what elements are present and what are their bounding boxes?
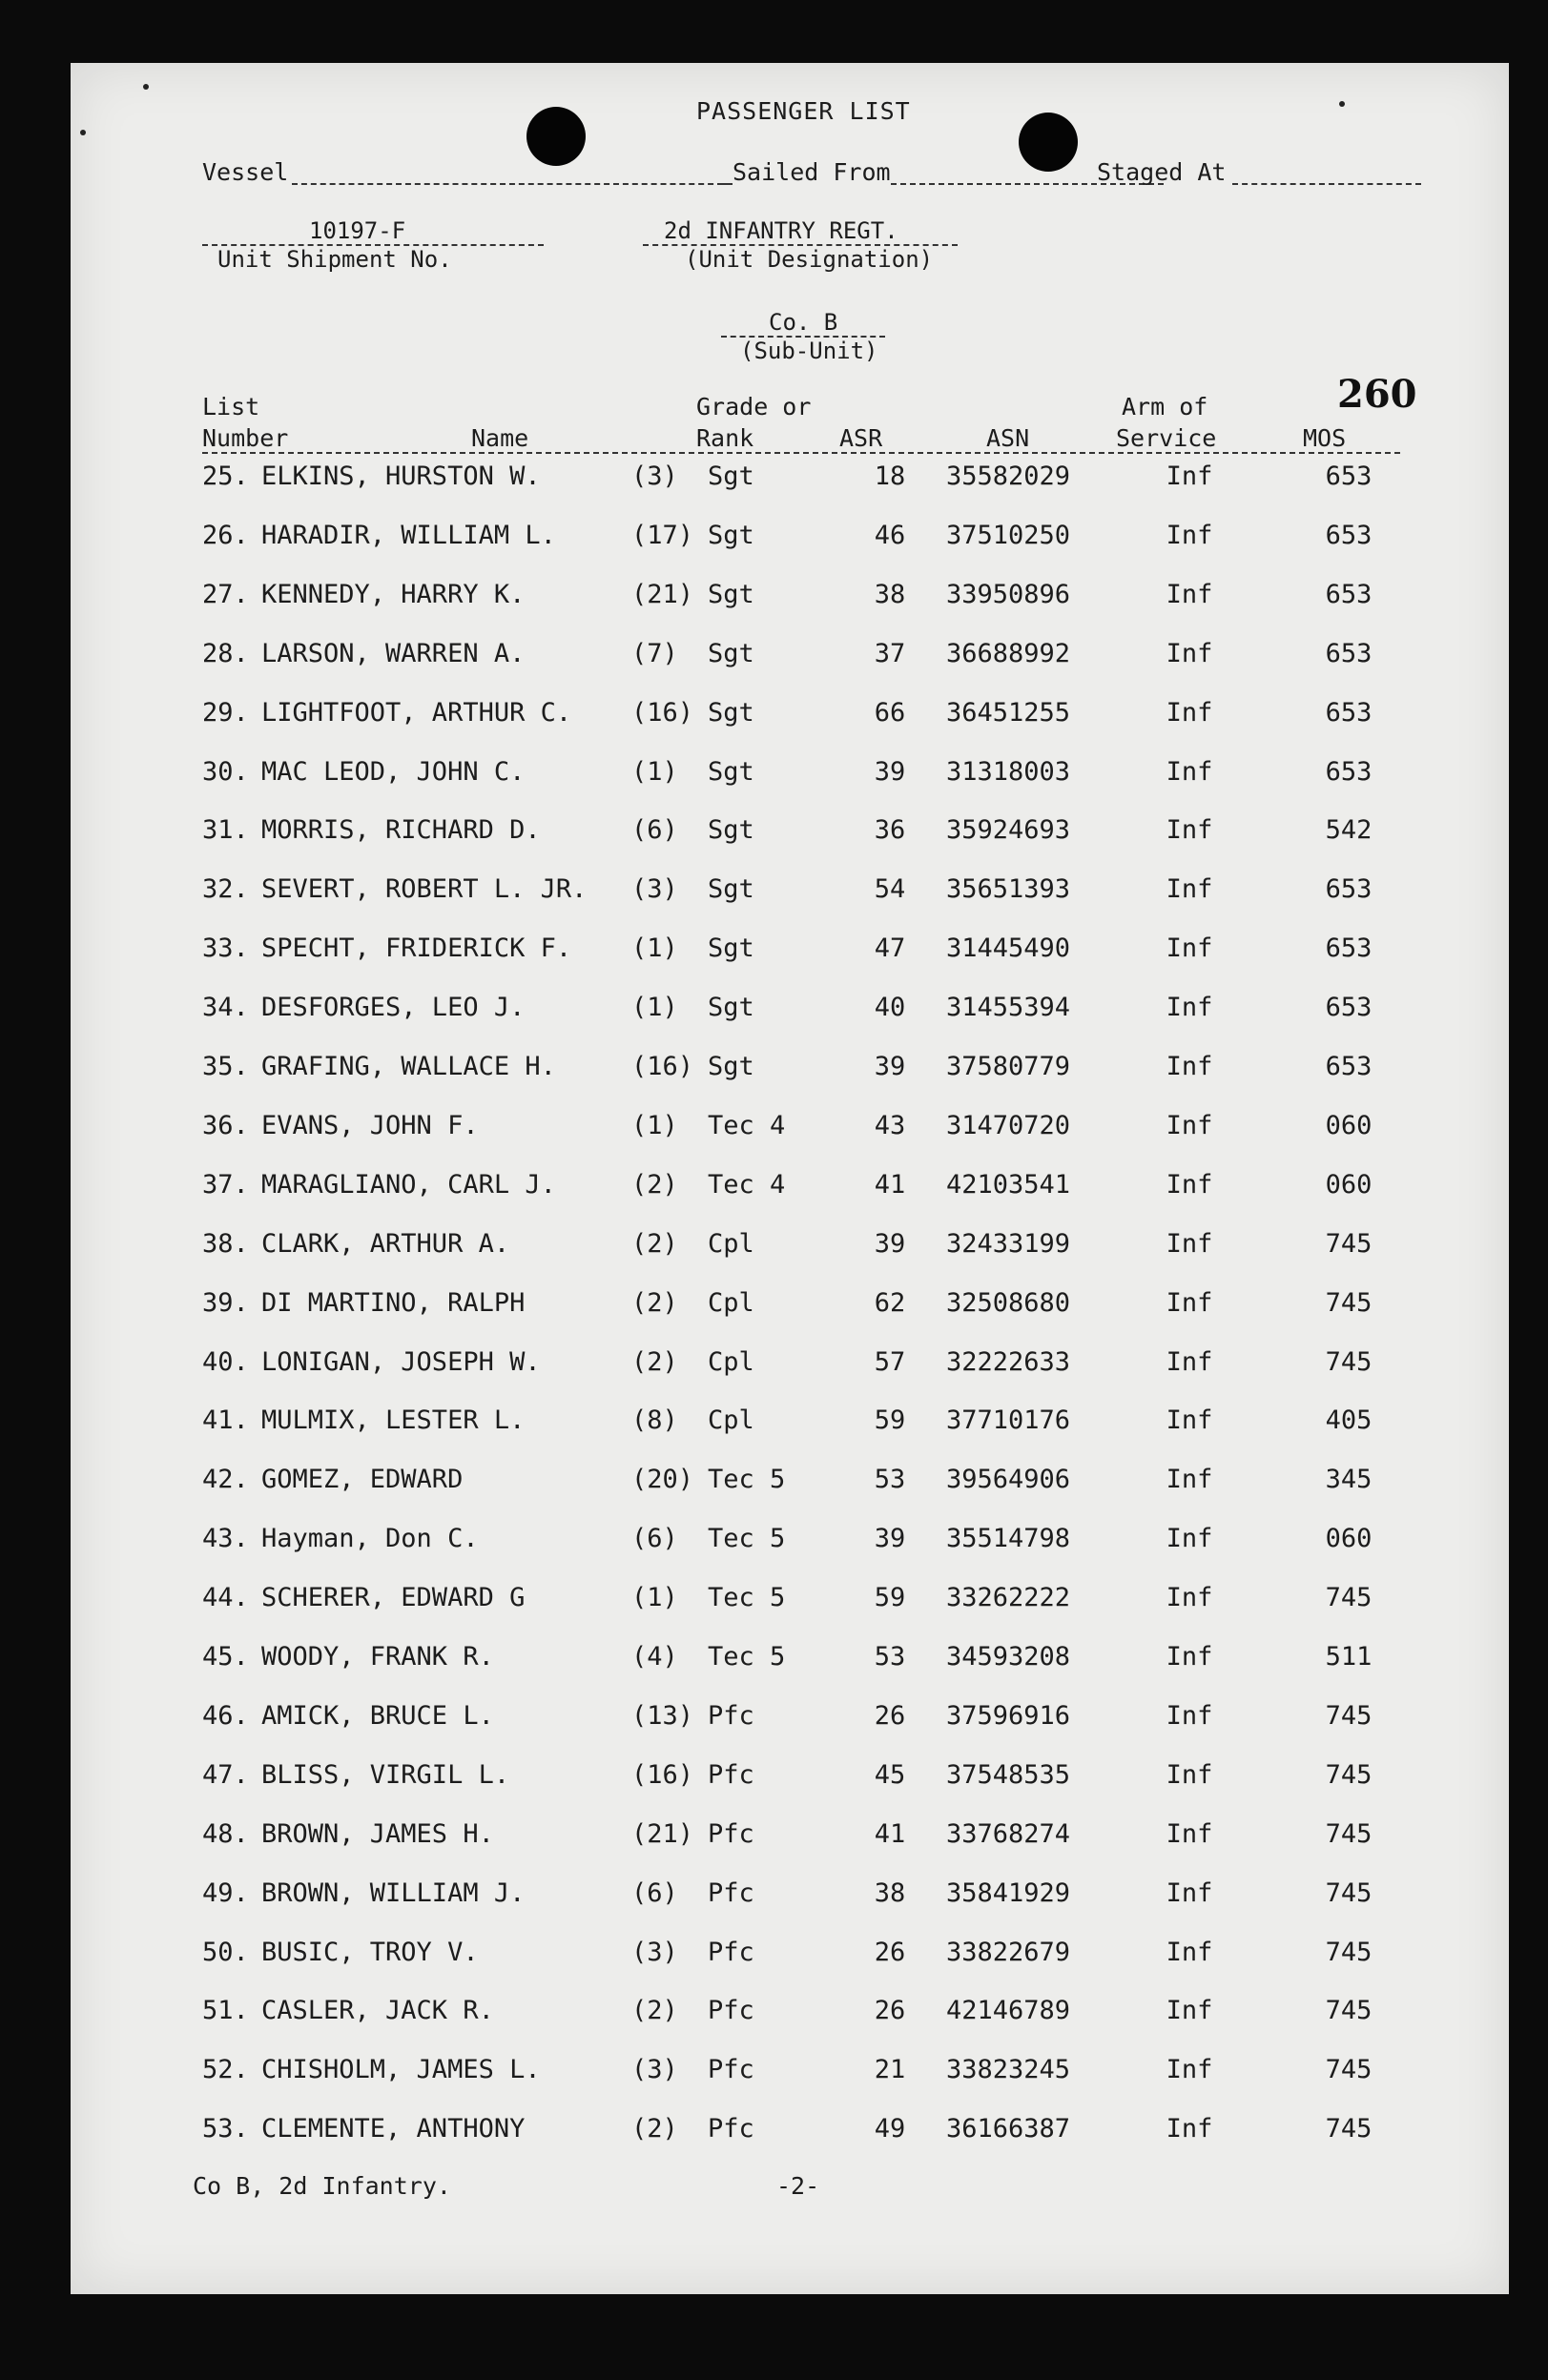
army-serial-number: 35582029 [946, 462, 1071, 491]
unit-shipment-label: Unit Shipment No. [217, 246, 452, 273]
asr-score: 57 [874, 1347, 906, 1377]
table-row [71, 874, 1509, 913]
list-number: 35. [202, 1052, 249, 1081]
table-row [71, 2114, 1509, 2152]
asr-score: 46 [874, 521, 906, 550]
mos-code: 653 [1325, 993, 1373, 1022]
document-title: PASSENGER LIST [696, 97, 911, 125]
list-number: 42. [202, 1465, 249, 1494]
grade-rank: Pfc [708, 1878, 754, 1908]
group-number: (3) [631, 1938, 678, 1967]
arm-of-service: Inf [1166, 698, 1213, 728]
mos-code: 653 [1325, 580, 1373, 609]
group-number: (20) [631, 1465, 694, 1494]
col-asr: ASR [839, 424, 883, 452]
asr-score: 49 [874, 2114, 906, 2144]
arm-of-service: Inf [1166, 2055, 1213, 2084]
sub-unit: Co. B [769, 309, 838, 336]
asr-score: 26 [874, 1996, 906, 2025]
passenger-name: CASLER, JACK R. [261, 1996, 494, 2025]
staged-at-blank [1232, 183, 1421, 185]
list-number: 29. [202, 698, 249, 728]
list-number: 36. [202, 1111, 249, 1140]
group-number: (7) [631, 639, 678, 668]
arm-of-service: Inf [1166, 1229, 1213, 1259]
list-number: 50. [202, 1938, 249, 1967]
list-number: 47. [202, 1760, 249, 1790]
table-row [71, 1938, 1509, 1976]
arm-of-service: Inf [1166, 1052, 1213, 1081]
list-number: 26. [202, 521, 249, 550]
footer-page-number: -2- [776, 2172, 820, 2200]
asr-score: 39 [874, 1052, 906, 1081]
group-number: (6) [631, 1524, 678, 1553]
document-page [71, 63, 1509, 2294]
table-row [71, 757, 1509, 795]
mos-code: 745 [1325, 1347, 1373, 1377]
sub-unit-label: (Sub-Unit) [740, 338, 878, 364]
list-number: 45. [202, 1642, 249, 1672]
col-name: Name [471, 424, 529, 452]
asr-score: 66 [874, 698, 906, 728]
passenger-name: EVANS, JOHN F. [261, 1111, 479, 1140]
grade-rank: Tec 4 [708, 1170, 786, 1200]
army-serial-number: 42146789 [946, 1996, 1071, 2025]
passenger-name: BROWN, WILLIAM J. [261, 1878, 526, 1908]
passenger-name: SEVERT, ROBERT L. JR. [261, 874, 588, 904]
arm-of-service: Inf [1166, 1878, 1213, 1908]
table-row [71, 1524, 1509, 1562]
asr-score: 43 [874, 1111, 906, 1140]
army-serial-number: 33262222 [946, 1583, 1071, 1612]
arm-of-service: Inf [1166, 639, 1213, 668]
asr-score: 36 [874, 815, 906, 845]
table-row [71, 1229, 1509, 1267]
table-row [71, 1583, 1509, 1621]
group-number: (13) [631, 1701, 694, 1731]
col-service-label: Service [1116, 424, 1217, 452]
list-number: 34. [202, 993, 249, 1022]
list-number: 51. [202, 1996, 249, 2025]
table-row [71, 2055, 1509, 2093]
list-number: 46. [202, 1701, 249, 1731]
passenger-name: CHISHOLM, JAMES L. [261, 2055, 541, 2084]
asr-score: 41 [874, 1819, 906, 1849]
list-number: 48. [202, 1819, 249, 1849]
army-serial-number: 33950896 [946, 580, 1071, 609]
staged-at-label: Staged At [1097, 158, 1227, 186]
group-number: (16) [631, 698, 694, 728]
grade-rank: Pfc [708, 1760, 754, 1790]
vessel-blank [292, 183, 723, 185]
table-row [71, 1996, 1509, 2034]
asr-score: 39 [874, 1229, 906, 1259]
col-grade-label: Grade or [696, 393, 812, 421]
footer-unit: Co B, 2d Infantry. [193, 2172, 451, 2200]
arm-of-service: Inf [1166, 815, 1213, 845]
group-number: (2) [631, 1170, 678, 1200]
arm-of-service: Inf [1166, 1405, 1213, 1435]
passenger-name: BLISS, VIRGIL L. [261, 1760, 510, 1790]
passenger-name: SPECHT, FRIDERICK F. [261, 934, 572, 963]
table-row [71, 521, 1509, 559]
arm-of-service: Inf [1166, 1938, 1213, 1967]
grade-rank: Tec 5 [708, 1524, 786, 1553]
group-number: (1) [631, 1111, 678, 1140]
asr-score: 18 [874, 462, 906, 491]
army-serial-number: 37510250 [946, 521, 1071, 550]
col-asn: ASN [986, 424, 1030, 452]
grade-rank: Sgt [708, 815, 754, 845]
group-number: (17) [631, 521, 694, 550]
table-row [71, 1405, 1509, 1444]
grade-rank: Cpl [708, 1229, 754, 1259]
unit-designation: 2d INFANTRY REGT. [664, 217, 898, 244]
group-number: (1) [631, 1583, 678, 1612]
grade-rank: Cpl [708, 1347, 754, 1377]
grade-rank: Pfc [708, 1701, 754, 1731]
army-serial-number: 37596916 [946, 1701, 1071, 1731]
mos-code: 745 [1325, 2114, 1373, 2144]
mos-code: 745 [1325, 1996, 1373, 2025]
arm-of-service: Inf [1166, 1642, 1213, 1672]
passenger-name: Hayman, Don C. [261, 1524, 479, 1553]
list-number: 28. [202, 639, 249, 668]
asr-score: 39 [874, 1524, 906, 1553]
passenger-name: KENNEDY, HARRY K. [261, 580, 526, 609]
mos-code: 653 [1325, 1052, 1373, 1081]
table-row [71, 580, 1509, 618]
mos-code: 405 [1325, 1405, 1373, 1435]
col-arm-of-service [1116, 391, 1216, 454]
arm-of-service: Inf [1166, 1524, 1213, 1553]
group-number: (6) [631, 815, 678, 845]
asr-score: 53 [874, 1642, 906, 1672]
asr-score: 47 [874, 934, 906, 963]
group-number: (3) [631, 462, 678, 491]
arm-of-service: Inf [1166, 1465, 1213, 1494]
army-serial-number: 36451255 [946, 698, 1071, 728]
army-serial-number: 35651393 [946, 874, 1071, 904]
arm-of-service: Inf [1166, 1583, 1213, 1612]
unit-designation-label: (Unit Designation) [685, 246, 934, 273]
arm-of-service: Inf [1166, 521, 1213, 550]
army-serial-number: 31445490 [946, 934, 1071, 963]
list-number: 40. [202, 1347, 249, 1377]
divider [723, 183, 733, 185]
header-rule [202, 452, 1400, 454]
passenger-name: SCHERER, EDWARD G [261, 1583, 526, 1612]
speck [143, 84, 149, 90]
mos-code: 653 [1325, 639, 1373, 668]
army-serial-number: 37548535 [946, 1760, 1071, 1790]
asr-score: 37 [874, 639, 906, 668]
list-number: 39. [202, 1288, 249, 1318]
arm-of-service: Inf [1166, 2114, 1213, 2144]
passenger-name: ELKINS, HURSTON W. [261, 462, 541, 491]
asr-score: 26 [874, 1701, 906, 1731]
sailed-from-label: Sailed From [733, 158, 891, 186]
army-serial-number: 33768274 [946, 1819, 1071, 1849]
punch-hole [1019, 113, 1078, 172]
arm-of-service: Inf [1166, 1170, 1213, 1200]
list-number: 27. [202, 580, 249, 609]
grade-rank: Tec 5 [708, 1583, 786, 1612]
mos-code: 060 [1325, 1170, 1373, 1200]
table-row [71, 993, 1509, 1031]
group-number: (1) [631, 757, 678, 787]
table-row [71, 698, 1509, 736]
page-stamp-number: 260 [1337, 372, 1417, 417]
arm-of-service: Inf [1166, 993, 1213, 1022]
passenger-name: LARSON, WARREN A. [261, 639, 526, 668]
mos-code: 745 [1325, 1878, 1373, 1908]
army-serial-number: 34593208 [946, 1642, 1071, 1672]
list-number: 49. [202, 1878, 249, 1908]
table-row [71, 639, 1509, 677]
arm-of-service: Inf [1166, 462, 1213, 491]
grade-rank: Sgt [708, 521, 754, 550]
table-row [71, 1170, 1509, 1208]
grade-rank: Pfc [708, 1996, 754, 2025]
grade-rank: Sgt [708, 462, 754, 491]
mos-code: 542 [1325, 815, 1373, 845]
army-serial-number: 36688992 [946, 639, 1071, 668]
grade-rank: Sgt [708, 934, 754, 963]
grade-rank: Sgt [708, 757, 754, 787]
passenger-name: MULMIX, LESTER L. [261, 1405, 526, 1435]
asr-score: 40 [874, 993, 906, 1022]
passenger-name: HARADIR, WILLIAM L. [261, 521, 556, 550]
group-number: (2) [631, 2114, 678, 2144]
passenger-name: BUSIC, TROY V. [261, 1938, 479, 1967]
asr-score: 41 [874, 1170, 906, 1200]
list-number: 37. [202, 1170, 249, 1200]
passenger-name: CLARK, ARTHUR A. [261, 1229, 510, 1259]
passenger-name: CLEMENTE, ANTHONY [261, 2114, 526, 2144]
passenger-name: MARAGLIANO, CARL J. [261, 1170, 556, 1200]
grade-rank: Sgt [708, 580, 754, 609]
grade-rank: Sgt [708, 993, 754, 1022]
army-serial-number: 42103541 [946, 1170, 1071, 1200]
army-serial-number: 33822679 [946, 1938, 1071, 1967]
grade-rank: Tec 5 [708, 1642, 786, 1672]
army-serial-number: 35514798 [946, 1524, 1071, 1553]
table-row [71, 1465, 1509, 1503]
army-serial-number: 37580779 [946, 1052, 1071, 1081]
army-serial-number: 31470720 [946, 1111, 1071, 1140]
army-serial-number: 31318003 [946, 757, 1071, 787]
unit-shipment-number: 10197-F [309, 217, 406, 244]
army-serial-number: 32433199 [946, 1229, 1071, 1259]
table-row [71, 815, 1509, 853]
mos-code: 345 [1325, 1465, 1373, 1494]
mos-code: 060 [1325, 1111, 1373, 1140]
col-grade [696, 391, 811, 454]
list-number: 52. [202, 2055, 249, 2084]
col-list-label: List [202, 393, 260, 421]
arm-of-service: Inf [1166, 580, 1213, 609]
group-number: (21) [631, 1819, 694, 1849]
grade-rank: Pfc [708, 1938, 754, 1967]
mos-code: 745 [1325, 1819, 1373, 1849]
grade-rank: Pfc [708, 2055, 754, 2084]
col-list-number [202, 391, 288, 454]
grade-rank: Sgt [708, 698, 754, 728]
group-number: (2) [631, 1288, 678, 1318]
passenger-name: MORRIS, RICHARD D. [261, 815, 541, 845]
table-row [71, 934, 1509, 972]
asr-score: 54 [874, 874, 906, 904]
group-number: (3) [631, 874, 678, 904]
arm-of-service: Inf [1166, 934, 1213, 963]
list-number: 41. [202, 1405, 249, 1435]
list-number: 43. [202, 1524, 249, 1553]
group-number: (3) [631, 2055, 678, 2084]
arm-of-service: Inf [1166, 1111, 1213, 1140]
mos-code: 653 [1325, 698, 1373, 728]
passenger-name: LONIGAN, JOSEPH W. [261, 1347, 541, 1377]
group-number: (16) [631, 1760, 694, 1790]
mos-code: 653 [1325, 757, 1373, 787]
army-serial-number: 33823245 [946, 2055, 1071, 2084]
army-serial-number: 37710176 [946, 1405, 1071, 1435]
asr-score: 59 [874, 1405, 906, 1435]
mos-code: 745 [1325, 1938, 1373, 1967]
mos-code: 060 [1325, 1524, 1373, 1553]
arm-of-service: Inf [1166, 757, 1213, 787]
army-serial-number: 31455394 [946, 993, 1071, 1022]
list-number: 38. [202, 1229, 249, 1259]
table-row [71, 1760, 1509, 1798]
asr-score: 21 [874, 2055, 906, 2084]
army-serial-number: 39564906 [946, 1465, 1071, 1494]
grade-rank: Pfc [708, 2114, 754, 2144]
grade-rank: Sgt [708, 1052, 754, 1081]
asr-score: 62 [874, 1288, 906, 1318]
mos-code: 745 [1325, 1288, 1373, 1318]
mos-code: 511 [1325, 1642, 1373, 1672]
group-number: (6) [631, 1878, 678, 1908]
grade-rank: Cpl [708, 1405, 754, 1435]
passenger-name: GRAFING, WALLACE H. [261, 1052, 556, 1081]
asr-score: 53 [874, 1465, 906, 1494]
army-serial-number: 32508680 [946, 1288, 1071, 1318]
army-serial-number: 36166387 [946, 2114, 1071, 2144]
group-number: (1) [631, 934, 678, 963]
mos-code: 653 [1325, 462, 1373, 491]
passenger-name: AMICK, BRUCE L. [261, 1701, 494, 1731]
table-row [71, 1701, 1509, 1739]
army-serial-number: 35924693 [946, 815, 1071, 845]
grade-rank: Cpl [708, 1288, 754, 1318]
grade-rank: Pfc [708, 1819, 754, 1849]
grade-rank: Sgt [708, 874, 754, 904]
arm-of-service: Inf [1166, 1760, 1213, 1790]
mos-code: 745 [1325, 1701, 1373, 1731]
vessel-label: Vessel [202, 158, 289, 186]
arm-of-service: Inf [1166, 1996, 1213, 2025]
asr-score: 39 [874, 757, 906, 787]
passenger-name: DESFORGES, LEO J. [261, 993, 526, 1022]
asr-score: 26 [874, 1938, 906, 1967]
group-number: (8) [631, 1405, 678, 1435]
passenger-name: MAC LEOD, JOHN C. [261, 757, 526, 787]
group-number: (2) [631, 1996, 678, 2025]
army-serial-number: 35841929 [946, 1878, 1071, 1908]
grade-rank: Tec 4 [708, 1111, 786, 1140]
table-row [71, 1819, 1509, 1857]
table-row [71, 1288, 1509, 1326]
table-row [71, 1878, 1509, 1917]
list-number: 33. [202, 934, 249, 963]
table-row [71, 1052, 1509, 1090]
table-row [71, 1111, 1509, 1149]
grade-rank: Tec 5 [708, 1465, 786, 1494]
col-arm-label: Arm of [1122, 393, 1208, 421]
mos-code: 745 [1325, 1583, 1373, 1612]
group-number: (2) [631, 1229, 678, 1259]
army-serial-number: 32222633 [946, 1347, 1071, 1377]
speck [80, 130, 86, 135]
col-rank-label: Rank [696, 424, 754, 452]
list-number: 30. [202, 757, 249, 787]
mos-code: 653 [1325, 934, 1373, 963]
arm-of-service: Inf [1166, 1819, 1213, 1849]
passenger-name: WOODY, FRANK R. [261, 1642, 494, 1672]
asr-score: 38 [874, 580, 906, 609]
list-number: 32. [202, 874, 249, 904]
col-number-label: Number [202, 424, 289, 452]
group-number: (1) [631, 993, 678, 1022]
speck [1339, 101, 1345, 107]
asr-score: 38 [874, 1878, 906, 1908]
list-number: 25. [202, 462, 249, 491]
table-row [71, 1347, 1509, 1385]
asr-score: 59 [874, 1583, 906, 1612]
group-number: (2) [631, 1347, 678, 1377]
passenger-name: DI MARTINO, RALPH [261, 1288, 526, 1318]
passenger-name: LIGHTFOOT, ARTHUR C. [261, 698, 572, 728]
mos-code: 745 [1325, 1760, 1373, 1790]
mos-code: 745 [1325, 2055, 1373, 2084]
grade-rank: Sgt [708, 639, 754, 668]
group-number: (16) [631, 1052, 694, 1081]
arm-of-service: Inf [1166, 1347, 1213, 1377]
col-mos: MOS [1303, 424, 1347, 452]
mos-code: 653 [1325, 521, 1373, 550]
list-number: 44. [202, 1583, 249, 1612]
arm-of-service: Inf [1166, 1701, 1213, 1731]
group-number: (21) [631, 580, 694, 609]
passenger-name: GOMEZ, EDWARD [261, 1465, 464, 1494]
arm-of-service: Inf [1166, 1288, 1213, 1318]
table-row [71, 462, 1509, 500]
list-number: 53. [202, 2114, 249, 2144]
mos-code: 745 [1325, 1229, 1373, 1259]
punch-hole [526, 107, 586, 166]
mos-code: 653 [1325, 874, 1373, 904]
group-number: (4) [631, 1642, 678, 1672]
arm-of-service: Inf [1166, 874, 1213, 904]
passenger-name: BROWN, JAMES H. [261, 1819, 494, 1849]
list-number: 31. [202, 815, 249, 845]
table-row [71, 1642, 1509, 1680]
asr-score: 45 [874, 1760, 906, 1790]
